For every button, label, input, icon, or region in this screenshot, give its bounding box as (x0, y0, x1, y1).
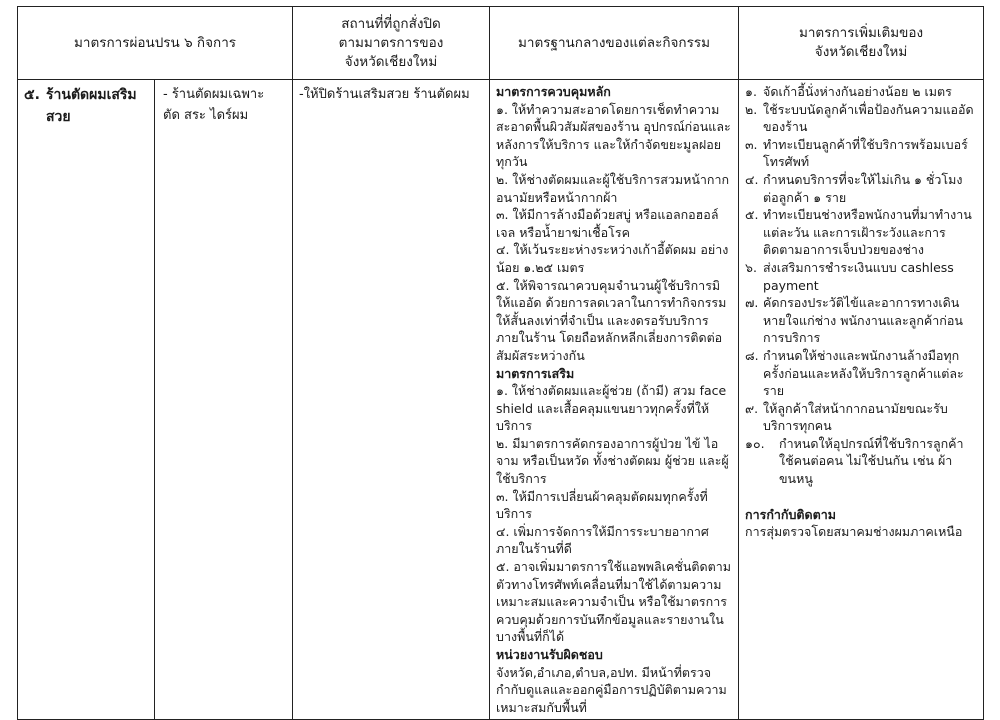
header-central-standards: มาตรฐานกลางของแต่ละกิจกรรม (490, 7, 739, 80)
sub-business-cell (155, 80, 293, 720)
main-measure-item: ๔. ให้เว้นระยะห่างระหว่างเก้าอี้ตัดผม อย่างน้อย ๑.๒๕ เมตร (496, 242, 729, 275)
main-measure-item: ๕. ให้พิจารณาควบคุมจำนวนผู้ใช้บริการมิให้แออัด ด้วยการลดเวลาในการทำกิจกรรมให้สั้นลงเท่าที่จำเป็น และงดรอรับบริการภายในร้าน โดยถือหลักหลีกเลี่ยงการติดต่อสัมผัสระหว่างกัน (496, 277, 727, 363)
extra-measure-item: ๓. ให้มีการเปลี่ยนผ้าคลุมตัดผมทุกครั้งที่บริการ (496, 488, 708, 522)
additional-measure-item: ๑. จัดเก้าอี้นั่งห่างกันอย่างน้อย ๒ เมตร (745, 84, 952, 99)
header-closed-places: สถานที่ที่ถูกสั่งปิด ตามมาตรการของ จังหวัดเชียงใหม่ (293, 7, 490, 80)
extra-measure-item: ๔. เพิ่มการจัดการให้มีการระบายอากาศภายในร้านที่ดี (496, 523, 709, 557)
additional-measures-list (745, 83, 977, 488)
extra-measure-item: ๒. มีมาตรการคัดกรองอาการผู้ป่วย ไข้ ไอ จาม หรือเป็นหวัด ทั้งช่างตัดผม ผู้ช่วย และผู้ใช้บริการ (496, 435, 729, 487)
additional-measure-item: ๓. ทำทะเบียนลูกค้าที่ใช้บริการพร้อมเบอร์โทรศัพท์ (745, 136, 968, 170)
header-row (18, 7, 984, 80)
additional-measures-cell (739, 80, 984, 720)
main-measure-item: ๑. ให้ทำความสะอาดโดยการเช็ดทำความสะอาดพื้นผิวสัมผัสของร้าน อุปกรณ์ก่อนและหลังการให้บริการ และให้กำจัดขยะมูลฝอยทุกวัน (496, 101, 731, 170)
additional-measure-item: ๕. ทำทะเบียนช่างหรือพนักงานที่มาทำงานแต่ละวัน และการเฝ้าระวังและการติดตามอาการเจ็บป่วยของช่าง (745, 207, 972, 258)
additional-measure-item: ๑๐. กำหนดให้อุปกรณ์ที่ใช้บริการลูกค้าใช้คนต่อคน ไม่ใช้ปนกัน เช่น ผ้าขนหนู (745, 435, 964, 487)
header-additional-measures: มาตรการเพิ่มเติมของ จังหวัดเชียงใหม่ (739, 7, 984, 80)
agency-text: จังหวัด,อำเภอ,ตำบล,อปท. มีหน้าที่ตรวจกำกับดูแลและออกคู่มือการปฏิบัติตามความเหมาะสมกับพื้นที่ (496, 664, 727, 715)
additional-measure-item: ๘. กำหนดให้ช่างและพนักงานล้างมือทุกครั้งก่อนและหลังให้บริการลูกค้าแต่ละราย (745, 347, 964, 399)
row-number: ๕. (24, 87, 40, 103)
additional-measure-item: ๔. กำหนดบริการที่จะให้ไม่เกิน ๑ ชั่วโมงต่อลูกค้า ๑ ราย (745, 171, 963, 205)
business-cell (18, 80, 155, 720)
monitoring-title: การกำกับติดตาม (745, 506, 837, 522)
main-measure-item: ๒. ให้ช่างตัดผมและผู้ใช้บริการสวมหน้ากากอนามัยหรือหน้ากากผ้า (496, 171, 730, 205)
monitoring-text: การสุ่มตรวจโดยสมาคมช่างผมภาคเหนือ (745, 524, 963, 540)
closed-place-cell (293, 80, 490, 720)
additional-measure-item: ๒. ใช้ระบบนัดลูกค้าเพื่อป้องกันความแออัดของร้าน (745, 101, 974, 135)
main-measures-title: มาตรการควบคุมหลัก (496, 84, 611, 99)
measures-table (17, 6, 984, 720)
header-relaxation-measures: มาตรการผ่อนปรน ๖ กิจการ (18, 7, 293, 80)
business-name: ร้านตัดผมเสริม สวย (46, 87, 137, 125)
table-row (18, 80, 984, 720)
additional-measure-item: ๙. ให้ลูกค้าใส่หน้ากากอนามัยขณะรับบริการทุกคน (745, 400, 948, 434)
extra-measure-item: ๕. อาจเพิ่มมาตรการใช้แอพพลิเคชั่นติดตามตัวทางโทรศัพท์เคลื่อนที่มาใช้ได้ตามความเหมาะสมและความจำเป็น หรือใช้มาตรการควบคุมด้วยการบันทึกข้อมูลและรายงานในบางพื้นที่ก็ได้ (496, 559, 731, 645)
sub-business-text: - ร้านตัดผมเฉพาะ ตัด สระ ไดร์ผม (163, 87, 265, 123)
additional-measure-item: ๖. ส่งเสริมการชำระเงินแบบ cashless payment (745, 259, 954, 293)
closed-place-text: -ให้ปิดร้านเสริมสวย ร้านตัดผม (299, 87, 470, 102)
main-measure-item: ๓. ให้มีการล้างมือด้วยสบู่ หรือแอลกอฮอล์เจล หรือน้ำยาฆ่าเชื้อโรค (496, 207, 719, 240)
additional-measure-item: ๗. คัดกรองประวัติไข้และอาการทางเดินหายใจแก่ช่าง พนักงานและลูกค้าก่อนการบริการ (745, 295, 963, 346)
extra-measure-item: ๑. ให้ช่างตัดผมและผู้ช่วย (ถ้ามี) สวม face shield และเสื้อคลุมแขนยาวทุกครั้งที่ให้บริการ (496, 383, 727, 434)
agency-title: หน่วยงานรับผิดชอบ (496, 647, 603, 662)
extra-measures-title: มาตรการเสริม (496, 365, 575, 381)
standards-cell (490, 80, 739, 720)
